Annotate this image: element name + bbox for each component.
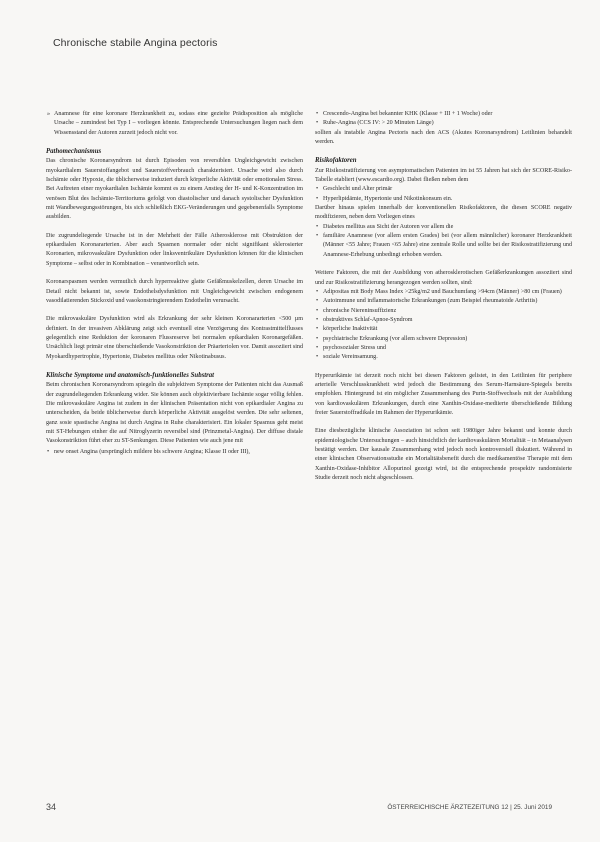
list-item-text: Hyperlipidämie, Hypertonie und Nikotinkonsum ein. [323,195,453,202]
list-item-text: Diabetes mellitus aus Sicht der Autoren vor allem die [323,223,454,230]
angina-list [315,110,572,129]
list-item-text: Anamnese für eine koronare Herzkrankheit zu, sodass eine gezielte Prädisposition als mögliche Ursache – zumindest bei Typ I – vorliegen könnte. Entsprechende Untersuchungen liegen nach dem Wissensstand der Autoren zurzeit jedoch nicht vor. [54,111,303,136]
list-item-text: soziale Vereinsamung. [323,354,378,361]
list-item-text: new onset Angina (ursprünglich mildere bis schwere Angina; Klasse II oder III), [54,448,250,455]
right-column [315,110,572,492]
left-column [46,110,303,466]
list-item-text: Crescendo-Angina bei bekannter KHK (Klasse + III + 1 Woche) oder [323,111,493,117]
bullet-glyph: • [316,298,319,305]
bullet-glyph: • [316,326,319,333]
section-heading-risikofaktoren: Risikofaktoren [315,157,357,165]
bullet-glyph: • [316,307,319,314]
paragraph: Eine diesbezügliche klinische Assoziation ist schon seit 1980iger Jahre bekannt und konnte durch epidemiologische Untersuchungen – auch hinsichtlich der kardiovaskulären Mortalität – in Metaanalysen bestätigt werden. Der kausale Zusammenhang wird jedoch noch kontroversiell diskutiert. Während in einer klinischen Observationsstudie ein Mortalitätsbenefit durch die medikamentöse Therapie mit dem Xanthin-Oxidase-Inhibitor Allopurinol gezeigt wird, ist die entsprechende prospektiv randomisierte Studie derzeit noch nicht abgeschlossen. [315,428,572,482]
paragraph: Das chronische Koronarsyndrom ist durch Episoden von reversiblen Ungleichgewicht zwischen myokardialem Sauerstoffangebot und Sauerstoffverbrauch charakterisiert. Ursache wird also durch Ischämie oder Hypoxie, die üblicherweise induziert durch körperliche Aktivität oder emotionalen Stress. Bei Auftreten einer myokardialen Ischämie kommt es zu einem Anstieg der H- und K-Konzentration im venösen Blut des Ischämie-Territoriums gefolgt von diastolischer und danach systolischer Dysfunktion mit Wandbewegungsstörungen, bis sich schließlich EKG-Veränderungen und gegebenenfalls Symptome ausbilden. [46,158,303,221]
bullet-glyph: • [316,344,319,351]
list-item-text: familiäre Anamnese (vor allem ersten Grades) bei (vor allem männlicher) koronarer Herzkrankheit (Männer <55 Jahre; Frauen <65 Jahre) eine zentrale Rolle und sollte bei der Risikostratifizierung und Anamnese-Erhebung unbedingt erhoben werden. [323,233,572,258]
bullet-glyph: • [316,186,319,193]
list-item [46,110,303,138]
risk-list-2 [315,223,572,260]
intro-list [46,110,303,138]
list-item-text: körperliche Inaktivität [323,326,378,333]
list-item [315,288,572,297]
bullet-glyph: » [47,111,51,117]
paragraph: Zur Risikostratifizierung von asymptomatischen Patienten im ist 55 Jahren hat sich der SCORE-Risiko-Tabelle etabliert (www.escardio.org). Dabei fließen neben dem [315,167,572,184]
list-item [315,344,572,353]
list-item [315,185,572,194]
list-item [315,307,572,316]
bullet-glyph: • [47,448,50,455]
section-heading-pathomechanismus: Pathomechanismus [46,148,102,156]
list-item [315,353,572,362]
list-item-text: Ruhe-Angina (CCS IV: > 20 Minuten Länge) [323,120,434,127]
list-item [46,448,303,457]
bullet-glyph: • [316,354,319,361]
bullet-glyph: • [316,233,319,240]
risk-list-3 [315,288,572,363]
paragraph: Darüber hinaus spielen innerhalb der konventionellen Risikofaktoren, die diesen SCORE negativ modifizieren, neben dem Vorliegen eines [315,205,572,221]
list-item [315,297,572,306]
page-number: 34 [46,802,57,812]
clinic-list [46,448,303,457]
list-item [315,325,572,334]
paragraph: Koronarspasmen werden vermutlich durch hyperreaktive glatte Gefäßmuskelzellen, deren Ursache im Detail nicht bekannt ist, sowie Endothelsdysfunktion mit Ungleichgewicht zwischen endogenem vasodilatierenden Stickoxid und vasokonstringierendem Endothelin verursacht. [46,279,303,304]
list-item-text: Geschlecht und Alter primär [323,186,393,193]
bullet-glyph: • [316,120,319,127]
list-item-text: psychiatrische Erkrankung (vor allem schwere Depression) [323,335,468,342]
list-item [315,316,572,325]
publication-line: ÖSTERREICHISCHE ÄRZTEZEITUNG 12 | 25. Juni 2019 [387,804,552,811]
list-item-text: psychosozialer Stress und [323,344,386,351]
list-item [315,335,572,344]
list-item [315,110,572,119]
paragraph: Die zugrundeliegende Ursache ist in der Mehrheit der Fälle Atherosklerose mit Obstruktion der epikardialen Koronararterien. Aber auch Spasmen normaler oder nicht signifikant sklerosierter Koronarien, mikrovaskuläre Dysfunktion oder linksventrikuläre Dysfunktion können für die klinischen Symptome – selbst oder in Kombination – verantwortlich sein. [46,232,303,267]
paragraph: Die mikrovaskuläre Dysfunktion wird als Erkrankung der sehr kleinen Koronararterien <500 µm definiert. In der invasiven Abklärung zeigt sich eventuell eine Verzögerung des Kontrastmittelflusses gelegentlich eine Reduktion der koronaren Flussreserve bei normalen epikardialen Koronargefäßen. Ursächlich liegt primär eine überschießende Vasokonstriktion der Präarteriolen vor. Damit assoziiert sind Myokardhypertrophie, Hypertonie, Diabetes mellitus oder Nikotinabusus. [46,316,303,360]
list-item-text: obstruktives Schlaf-Apnoe-Syndrom [323,316,413,323]
list-item [315,195,572,204]
paragraph: Beim chronischen Koronarsyndrom spiegeln die subjektiven Symptome der Patienten nicht das Ausmaß der zugrundeliegenden Erkrankung wider. Sie können auch objektivierbare Ischämie sogar völlig fehlen. Die mikrovaskuläre Angina ist zudem in der klinischen Präsentation nicht von epikardialer Angina zu unterscheiden, da beide üblicherweise durch körperliche Aktivität ausgelöst werden. Die sehr seltenen, ganz sosie spastische Angina ist durch Angina in Ruhe charakterisiert. Ein lokaler Spasmus geht meist mit ST-Hebungen einher die auf Nitroglyzerin reversibel sind (Prinzmetal-Angina). Der diffuse distale Vasokonstriktion führt eher zu ST-Senkungen. Diese Patienten wie auch jene mit [46,382,303,445]
list-item [315,232,572,260]
paragraph: Hyperurikämie ist derzeit noch nicht bei diesen Faktoren gelistet, in den Leitlinien für periphere arterielle Verschlusskrankheit wird jedoch die Bestimmung des Serum-Harnsäure-Spiegels bereits empfohlen. Hintergrund ist ein möglicher Zusammenhang des Purin-Stoffwechsels mit der Ausbildung von kardiovaskulären Erkrankungen, durch eine Xanthin-Oxidase-mediierte überschießende Bildung freier Sauerstoffradikale im Rahmen der Hyperurikämie. [315,372,572,416]
bullet-glyph: • [316,288,319,295]
list-item-text: chronische Niereninsuffizienz [323,307,397,314]
bullet-glyph: • [316,195,319,202]
bullet-glyph: • [316,335,319,342]
running-title: Chronische stabile Angina pectoris [53,37,218,49]
bullet-glyph: • [316,316,319,323]
paragraph: Weitere Faktoren, die mit der Ausbildung von atherosklerotischen Gefäßerkrankungen assoziiert sind und zur Risikostratifizierung herangezogen werden sollten, sind: [315,270,572,286]
bullet-glyph: • [316,223,319,230]
section-heading-klinische-symptome: Klinische Symptome und anatomisch-funktionelles Substrat [46,371,215,379]
bullet-glyph: • [316,111,319,117]
list-item [315,119,572,128]
paragraph: sollten als instabile Angina Pectoris nach den ACS (Akutes Koronarsyndrom) Leitlinien behandelt werden. [315,129,572,146]
list-item-text: Autoimmune und inflammatorische Erkrankungen (zum Beispiel rheumatoide Arthritis) [323,298,538,305]
list-item [315,223,572,232]
list-item-text: Adipositas mit Body Mass Index >25kg/m2 und Bauchumfang >94cm (Männer) >80 cm (Frauen) [323,288,562,295]
risk-list-1 [315,185,572,204]
